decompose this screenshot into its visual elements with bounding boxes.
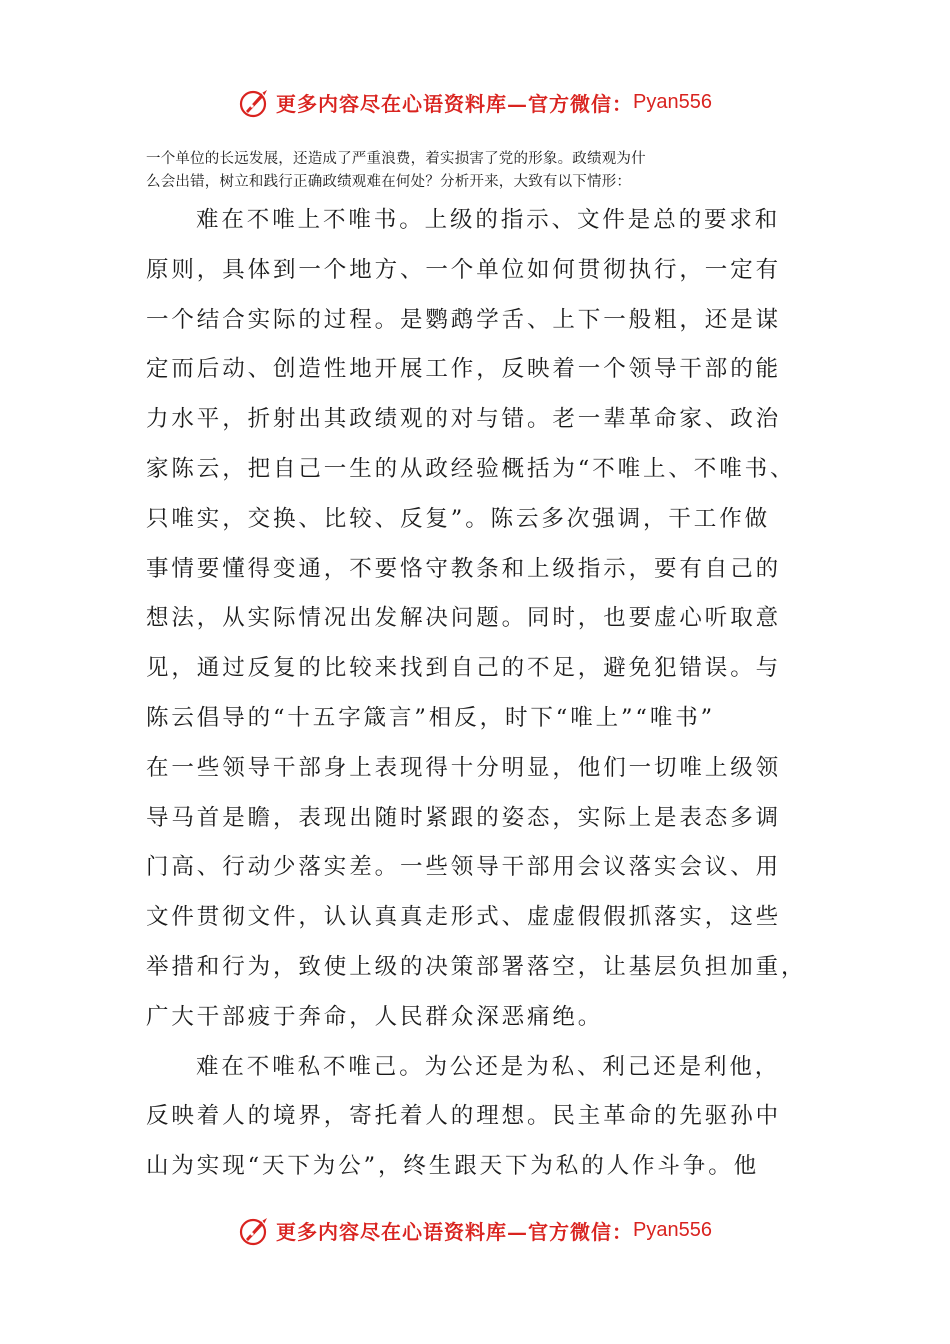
paragraph-line: 力水平，折射出其政绩观的对与错。老一辈革命家、政治 (146, 406, 782, 433)
paragraph-line: 家陈云，把自己一生的从政经验概括为“不唯上、不唯书、 (146, 455, 796, 482)
paragraph-line: 见，通过反复的比较来找到自己的不足，避免犯错误。与 (146, 655, 782, 682)
pen-nib-logo-icon (238, 1213, 272, 1247)
intro-line: 么会出错，树立和践行正确政绩观难在何处？分析开来，大致有以下情形： (146, 174, 632, 190)
paragraph-line: 广大干部疲于奔命，人民群众深恶痛绝。 (146, 1003, 604, 1030)
paragraph-line: 举措和行为，致使上级的决策部署落空，让基层负担加重， (146, 953, 807, 980)
intro-paragraph (146, 148, 806, 194)
paragraph-line: 难在不唯私不唯己。为公还是为私、利己还是利他， (196, 1053, 781, 1080)
paragraph-line: 只唯实，交换、比较、反复”。陈云多次强调，干工作做 (146, 505, 771, 532)
header-wechat-id: Pyan556 (633, 90, 712, 113)
body-text (146, 196, 826, 1192)
footer-banner (0, 1210, 950, 1250)
paragraph-line: 难在不唯上不唯书。上级的指示、文件是总的要求和 (196, 207, 781, 233)
header-brand-text: 更多内容尽在心语资料库—官方微信： (276, 91, 634, 116)
paragraph-line: 事情要懂得变通，不要恪守教条和上级指示，要有自己的 (146, 555, 782, 582)
header-banner (0, 82, 950, 122)
paragraph-line: 反映着人的境界，寄托着人的理想。民主革命的先驱孙中 (146, 1103, 782, 1130)
intro-line: 一个单位的长远发展，还造成了严重浪费，着实损害了党的形象。政绩观为什 (146, 151, 646, 167)
paragraph-line: 门高、行动少落实差。一些领导干部用会议落实会议、用 (146, 854, 782, 881)
paragraph-line: 在一些领导干部身上表现得十分明显，他们一切唯上级领 (146, 754, 782, 781)
footer-wechat-id: Pyan556 (633, 1218, 712, 1241)
paragraph-line: 想法，从实际情况出发解决问题。同时，也要虚心听取意 (146, 605, 782, 632)
paragraph-line: 原则，具体到一个地方、一个单位如何贯彻执行，一定有 (146, 256, 782, 283)
paragraph-line: 文件贯彻文件，认认真真走形式、虚虚假假抓落实，这些 (146, 904, 782, 931)
paragraph-line: 陈云倡导的“十五字箴言”相反，时下“唯上”“唯书” (146, 704, 716, 731)
paragraph-line: 导马首是瞻，表现出随时紧跟的姿态，实际上是表态多调 (146, 804, 782, 831)
footer-brand-text: 更多内容尽在心语资料库—官方微信： (276, 1219, 634, 1244)
paragraph-line: 山为实现“天下为公”，终生跟天下为私的人作斗争。他 (146, 1153, 760, 1180)
paragraph-line: 一个结合实际的过程。是鹦鹉学舌、上下一般粗，还是谋 (146, 306, 782, 333)
pen-nib-logo-icon (238, 85, 272, 119)
paragraph-line: 定而后动、创造性地开展工作，反映着一个领导干部的能 (146, 356, 782, 383)
